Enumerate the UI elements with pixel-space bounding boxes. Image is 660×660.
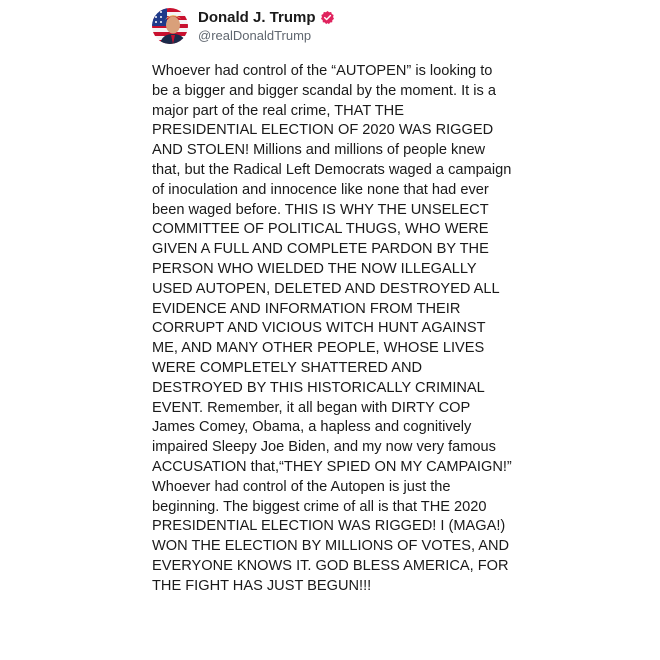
avatar-flag-portrait-icon — [152, 8, 188, 44]
verified-badge-icon — [320, 10, 335, 25]
name-row — [198, 9, 335, 27]
avatar[interactable] — [152, 8, 188, 44]
author-handle[interactable]: @realDonaldTrump — [198, 27, 312, 43]
post-body-text: Whoever had control of the “AUTOPEN” is looking to be a bigger and bigger scandal by the moment. It is a major part of the real crime, THAT THE PRESIDENTIAL ELECTION OF 2020 WAS RIGGED AND STOLEN! Millions and millions of people knew that, but the Radical Left Democrats waged a campaign of inoculation and innocence like none that had ever been waged before. THIS IS WHY THE UNSELECT COMMITTEE OF POLITICAL THUGS, WHO WERE GIVEN A FULL AND COMPLETE PARDON BY THE PERSON WHO WIELDED THE NOW ILLEGALLY USED AUTOPEN, DELETED AND DESTROYED ALL EVIDENCE AND INFORMATION FROM THEIR CORRUPT AND VICIOUS WITCH HUNT AGAINST ME, AND MANY OTHER PEOPLE, WHOSE LIVES WERE COMPLETELY SHATTERED AND DESTROYED BY THIS HISTORICALLY CRIMINAL EVENT. Remember, it all began with DIRTY COP James Comey, Obama, a hapless and cognitively impaired Sleepy Joe Biden, and my now very famous ACCUSATION that,“THEY SPIED ON MY CAMPAIGN!” Whoever had control of the Autopen is just the beginning. The biggest crime of all is that THE 2020 PRESIDENTIAL ELECTION WAS RIGGED! I (MAGA!) WON THE ELECTION BY MILLIONS OF VOTES, AND EVERYONE KNOWS IT. GOD BLESS AMERICA, FOR THE FIGHT HAS JUST BEGUN!!! — [152, 63, 512, 594]
author-identity — [198, 9, 335, 44]
post-header — [152, 8, 335, 44]
author-display-name[interactable]: Donald J. Trump — [198, 8, 316, 26]
